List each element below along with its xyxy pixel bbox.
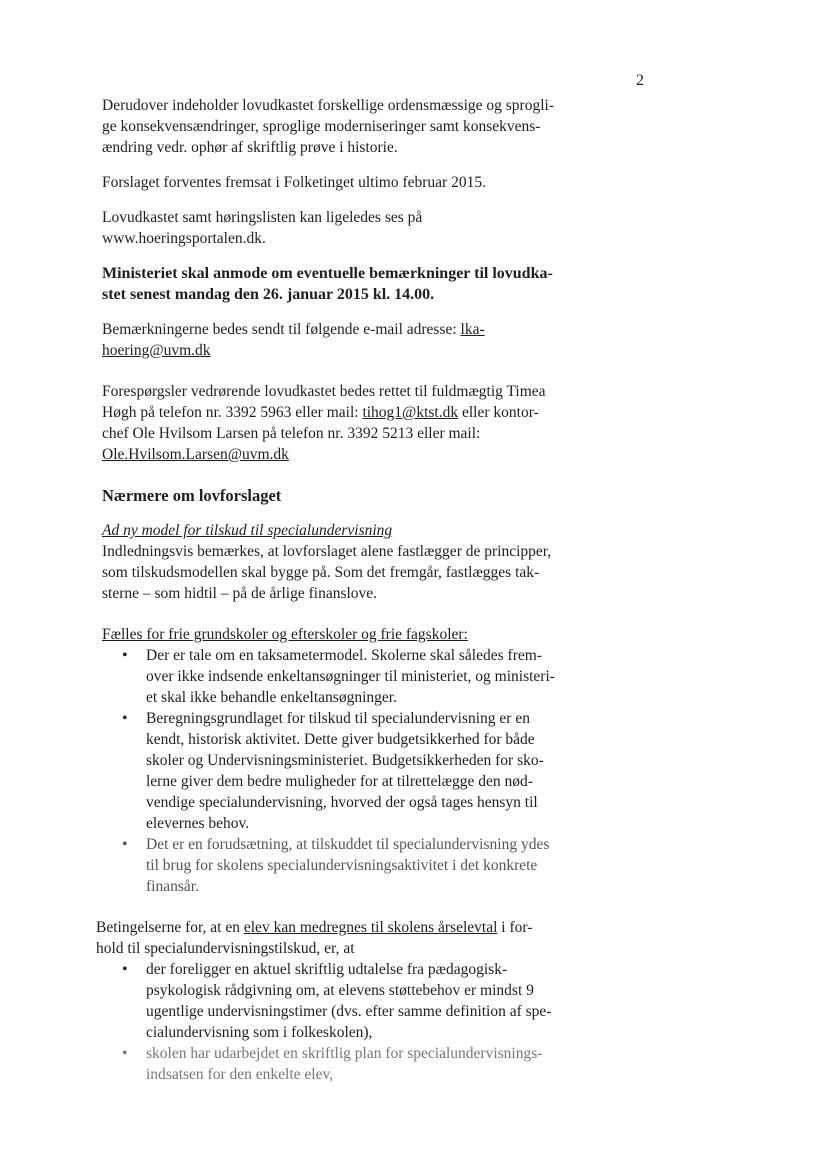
text-line: Det er en forudsætning, at tilskuddet til specialundervisning ydes xyxy=(146,836,550,853)
text-span: i for- xyxy=(497,919,533,936)
text-line: skolen har udarbejdet en skriftlig plan for specialundervisnings- xyxy=(146,1045,543,1062)
section-heading: Nærmere om lovforslaget xyxy=(102,486,282,505)
list-item xyxy=(146,708,582,834)
list-item xyxy=(146,834,582,897)
text-line: kendt, historisk aktivitet. Dette giver budgetsikkerhed for både xyxy=(146,731,535,748)
text-span: eller kontor- xyxy=(458,404,539,421)
paragraph-email xyxy=(102,319,582,361)
page-number: 2 xyxy=(636,72,644,89)
text-line: over ikke indsende enkeltansøgninger til ministeriet, og ministeri- xyxy=(146,668,555,685)
paragraph-inquiries xyxy=(102,381,582,465)
portal-link[interactable]: www.hoeringsportalen.dk. xyxy=(102,230,266,247)
text-line: Indledningsvis bemærkes, at lovforslaget alene fastlægger de principper, xyxy=(102,543,552,560)
text-line: chef Ole Hvilsom Larsen på telefon nr. 3392 5213 eller mail: xyxy=(102,425,481,442)
text-line: Ministeriet skal anmode om eventuelle bemærkninger til lovudka- xyxy=(102,265,553,282)
list-item xyxy=(146,645,582,708)
text-line: til brug for skolens specialundervisningsaktivitet i det konkrete xyxy=(146,857,538,874)
text-line: Der er tale om en taksametermodel. Skolerne skal således frem- xyxy=(146,647,542,664)
document-body xyxy=(96,95,582,1085)
email-link[interactable]: Ole.Hvilsom.Larsen@uvm.dk xyxy=(102,446,289,463)
text-line: sterne – som hidtil – på de årlige finanslove. xyxy=(102,585,378,602)
text-line: ge konsekvensændringer, sproglige moderniseringer samt konsekvens- xyxy=(102,118,541,135)
paragraph-conditions xyxy=(96,917,582,959)
text-line: lerne giver dem bedre muligheder for at tilrettelægge den nød- xyxy=(146,773,533,790)
text-line: Lovudkastet samt høringslisten kan ligeledes ses på xyxy=(102,209,423,226)
common-heading: Fælles for frie grundskoler og efterskoler og frie fagskoler: xyxy=(102,626,468,643)
text-span: Betingelserne for, at en xyxy=(96,919,244,936)
text-line: stet senest mandag den 26. januar 2015 kl. 14.00. xyxy=(102,286,435,303)
text-line: skoler og Undervisningsministeriet. Budgetsikkerheden for sko- xyxy=(146,752,544,769)
text-line: indsatsen for den enkelte elev, xyxy=(146,1066,334,1083)
text-line: Derudover indeholder lovudkastet forskellige ordensmæssige og sprogli- xyxy=(102,97,554,114)
text-span: Bemærkningerne bedes sendt til følgende e-mail adresse: xyxy=(102,321,461,338)
text-line: vendige specialundervisning, hvorved der også tages hensyn til xyxy=(146,794,538,811)
list-item xyxy=(146,1043,582,1085)
paragraph-submission: Forslaget forventes fremsat i Folketinget ultimo februar 2015. xyxy=(102,174,486,191)
text-line: psykologisk rådgivning om, at elevens støttebehov er mindst 9 xyxy=(146,982,534,999)
paragraph-portal xyxy=(102,207,582,249)
condition-bullet-list xyxy=(102,959,582,1085)
text-line: Beregningsgrundlaget for tilskud til specialundervisning er en xyxy=(146,710,530,727)
email-link[interactable]: lka- xyxy=(460,321,485,338)
text-line: et skal ikke behandle enkeltansøgninger. xyxy=(146,689,397,706)
list-item xyxy=(146,959,582,1043)
text-line: Forespørgsler vedrørende lovudkastet bedes rettet til fuldmægtig Timea xyxy=(102,383,546,400)
text-line: hold til specialundervisningstilskud, er, at xyxy=(96,940,355,957)
text-line: ugentlige undervisningstimer (dvs. efter samme definition af spe- xyxy=(146,1003,552,1020)
underlined-text: elev kan medregnes til skolens årselevtal xyxy=(243,919,498,936)
common-bullet-list xyxy=(102,645,582,897)
text-line: elevernes behov. xyxy=(146,815,250,832)
email-link[interactable]: tihog1@ktst.dk xyxy=(362,404,459,421)
paragraph-intro xyxy=(102,541,582,604)
text-line: ændring vedr. ophør af skriftlig prøve i historie. xyxy=(102,139,398,156)
deadline-notice xyxy=(102,263,582,305)
text-line: der foreligger en aktuel skriftlig udtalelse fra pædagogisk- xyxy=(146,961,508,978)
email-link[interactable]: hoering@uvm.dk xyxy=(102,342,211,359)
subheading: Ad ny model for tilskud til specialundervisning xyxy=(102,522,393,539)
text-line: cialundervisning som i folkeskolen), xyxy=(146,1024,373,1041)
paragraph-amendments xyxy=(102,95,582,158)
text-line: finansår. xyxy=(146,878,199,895)
text-line: som tilskudsmodellen skal bygge på. Som det fremgår, fastlægges tak- xyxy=(102,564,540,581)
text-span: Høgh på telefon nr. 3392 5963 eller mail: xyxy=(102,404,363,421)
